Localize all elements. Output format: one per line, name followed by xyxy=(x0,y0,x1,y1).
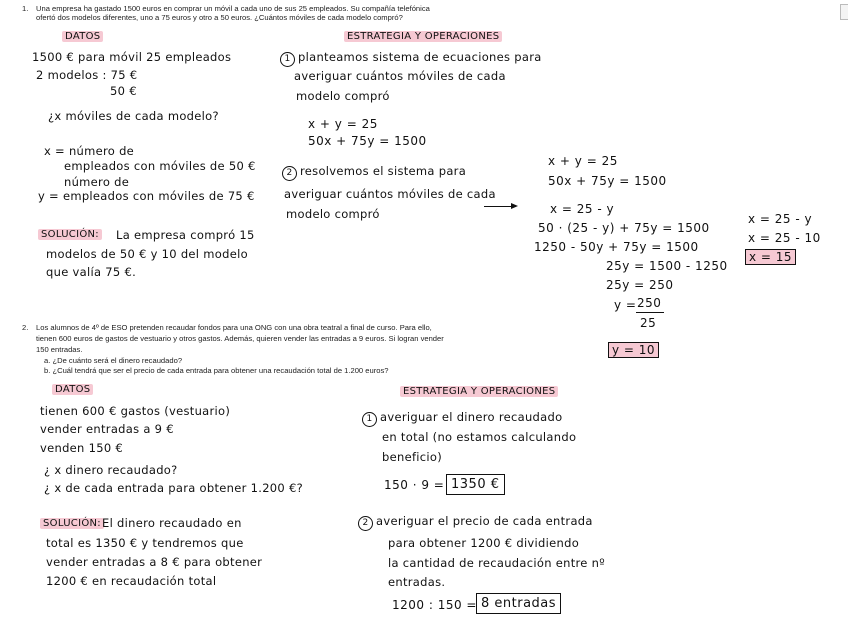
p1-solve-s2: 50 · (25 - y) + 75y = 1500 xyxy=(538,221,710,235)
problem2-sub-b: b. ¿Cuál tendrá que ser el precio de cada entrada para obtener una recaudación total de 1.200 euros? xyxy=(44,366,389,375)
p1-datos-question: ¿x móviles de cada modelo? xyxy=(48,109,219,123)
p1-solucion-text-2: modelos de 50 € y 10 del modelo xyxy=(46,247,248,261)
p1-solve-eq2: 50x + 75y = 1500 xyxy=(548,174,667,188)
p1-x-def-1: x = número de xyxy=(44,144,135,158)
p2-step2-text-1: averiguar el precio de cada entrada xyxy=(376,514,593,528)
p2-step1-text-1: averiguar el dinero recaudado xyxy=(380,410,563,424)
p2-step2-text-3: la cantidad de recaudación entre nº xyxy=(388,556,605,570)
p2-datos-line1: tienen 600 € gastos (vestuario) xyxy=(40,404,231,418)
p1-system-eq2: 50x + 75y = 1500 xyxy=(308,134,427,148)
p1-solve-s4: 25y = 1500 - 1250 xyxy=(606,259,728,273)
p1-solve-s3: 1250 - 50y + 75y = 1500 xyxy=(534,240,699,254)
p2-step1-calc: 150 · 9 = xyxy=(384,478,445,492)
p2-solucion-label: SOLUCIÓN: xyxy=(40,518,104,529)
problem1-text-line2: ofertó dos modelos diferentes, uno a 75 euros y otro a 50 euros. ¿Cuántos móviles de cada modelo compró? xyxy=(36,13,403,22)
p1-step2 xyxy=(282,164,466,181)
scrollbar-edge[interactable] xyxy=(840,4,848,20)
p2-datos-q1: ¿ x dinero recaudado? xyxy=(44,463,178,477)
p1-datos-line3: 50 € xyxy=(110,84,137,98)
p2-step1-result: 1350 € xyxy=(446,474,505,495)
p1-solve-s6-num: 250 xyxy=(637,296,662,310)
p1-solve-s6-den: 25 xyxy=(640,316,657,330)
p1-solucion-text-3: que valía 75 €. xyxy=(46,265,137,279)
problem2-text-line1: Los alumnos de 4º de ESO pretenden recaudar fondos para una ONG con una obra teatral a final de curso. Para ello, xyxy=(36,323,432,332)
p2-step1 xyxy=(362,410,562,427)
p2-datos-line3: venden 150 € xyxy=(40,441,124,455)
fraction-bar xyxy=(636,312,664,313)
p1-step2-text-1: resolvemos el sistema para xyxy=(300,164,467,178)
p1-solve-eq1: x + y = 25 xyxy=(548,154,618,168)
step-number-circle: 1 xyxy=(362,412,377,427)
p1-system-eq1: x + y = 25 xyxy=(308,117,378,131)
p1-y-def-2: y = empleados con móviles de 75 € xyxy=(38,189,255,203)
p2-solucion-text-1: El dinero recaudado en xyxy=(102,516,242,530)
step-number-circle: 2 xyxy=(358,516,373,531)
p1-step2-text-3: modelo compró xyxy=(286,207,380,221)
p1-step1-text-2: averiguar cuántos móviles de cada xyxy=(294,69,506,83)
problem2-datos-heading: DATOS xyxy=(52,384,93,395)
arrow-icon xyxy=(484,206,516,207)
p2-step2-calc: 1200 : 150 = xyxy=(392,598,477,612)
p1-step1 xyxy=(280,50,542,67)
p2-solucion-text-4: 1200 € en recaudación total xyxy=(46,574,217,588)
p2-datos-q2: ¿ x de cada entrada para obtener 1.200 €? xyxy=(44,481,304,495)
p1-step1-text-1: planteamos sistema de ecuaciones para xyxy=(298,50,542,64)
problem2-text-line2: tienen 600 euros de gastos de vestuario y otros gastos. Además, quieren vender las entradas a 9 euros. Si logran vender xyxy=(36,334,444,343)
problem1-text-line1: Una empresa ha gastado 1500 euros en comprar un móvil a cada uno de sus 25 empleados. Su compañía telefónica xyxy=(36,4,430,13)
p1-solve-s5: 25y = 250 xyxy=(606,278,674,292)
problem1-estrategia-heading: ESTRATEGIA Y OPERACIONES xyxy=(344,31,502,42)
p2-step1-text-2: en total (no estamos calculando xyxy=(382,430,577,444)
p1-step2-text-2: averiguar cuántos móviles de cada xyxy=(284,187,496,201)
p1-solve-s6-left: y = xyxy=(614,298,637,312)
p2-solucion-text-2: total es 1350 € y tendremos que xyxy=(46,536,244,550)
p1-datos-line1: 1500 € para móvil 25 empleados xyxy=(32,50,232,64)
p2-solucion-text-3: vender entradas a 8 € para obtener xyxy=(46,555,263,569)
p1-y-def-1: número de xyxy=(64,175,130,189)
problem2-text-line3: 150 entradas. xyxy=(36,345,83,354)
p1-solve-r2: x = 25 - 10 xyxy=(748,231,821,245)
p1-x-result: x = 15 xyxy=(745,249,796,265)
problem1-number: 1. xyxy=(22,4,29,13)
p2-step1-text-3: beneficio) xyxy=(382,450,443,464)
p2-step2-result: 8 entradas xyxy=(476,593,561,614)
p2-step2-text-2: para obtener 1200 € dividiendo xyxy=(388,536,580,550)
p1-solucion-text-1: La empresa compró 15 xyxy=(116,228,255,242)
step-number-circle: 2 xyxy=(282,166,297,181)
problem1-datos-heading: DATOS xyxy=(62,31,103,42)
p2-step2-text-4: entradas. xyxy=(388,575,446,589)
p1-solve-s1: x = 25 - y xyxy=(550,202,615,216)
p1-solve-r1: x = 25 - y xyxy=(748,212,813,226)
problem2-number: 2. xyxy=(22,323,29,332)
p1-datos-line2: 2 modelos : 75 € xyxy=(36,68,138,82)
p1-x-def-2: empleados con móviles de 50 € xyxy=(64,159,256,173)
step-number-circle: 1 xyxy=(280,52,295,67)
p1-solucion-label: SOLUCIÓN: xyxy=(38,229,102,240)
p2-step2 xyxy=(358,514,593,531)
p1-step1-text-3: modelo compró xyxy=(296,89,390,103)
p2-datos-line2: vender entradas a 9 € xyxy=(40,422,174,436)
problem2-estrategia-heading: ESTRATEGIA Y OPERACIONES xyxy=(400,386,558,397)
problem2-sub-a: a. ¿De cuánto será el dinero recaudado? xyxy=(44,356,183,365)
p1-y-result: y = 10 xyxy=(608,342,659,358)
